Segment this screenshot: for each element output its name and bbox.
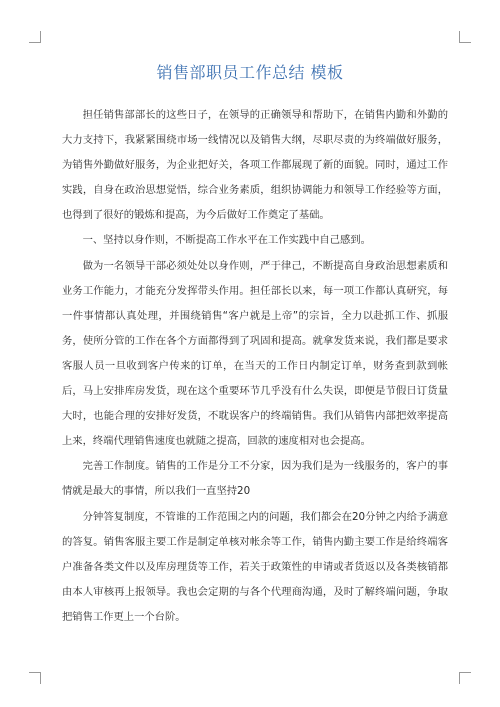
crop-mark-bottom-right [459, 672, 471, 684]
document-body [62, 103, 448, 630]
section-heading-1: 一、坚持以身作则，不断提高工作水平在工作实践中自己感到。 [82, 234, 371, 247]
crop-mark-bottom-left [29, 672, 41, 684]
paragraph-intro: 担任销售部部长的这些日子，在领导的正确领导和帮助下，在销售内勤和外勤的大力支持下，我紧紧围绕市场一线情况以及销售大纲，尽职尽责的为终端做好服务，为销售外勤做好服务，为企业把好关，各项工作都展现了新的面貌。同时，通过工作实践，自身在政治思想觉悟，综合业务素质，组织协调能力和领导工作经验等方面，也得到了很好的锻炼和提高，为今后做好工作奠定了基础。 [62, 109, 448, 222]
document-title: 销售部职员工作总结 模板 [156, 63, 344, 82]
paragraph-work-system: 完善工作制度。销售的工作是分工不分家，因为我们是为一线服务的，客户的事情就是最大的事情，所以我们一直坚持20 [62, 460, 448, 498]
paragraph-response-policy: 分钟答复制度，不管谁的工作范围之内的问题，我们都会在20分钟之内给予满意的答复。销售客服主要工作是制定单核对帐余等工作，销售内勤主要工作是给终端客户准备各类文件以及库房理货等工作，若关于政策性的申请或者货返以及各类核销都由本人审核再上报领导。我也会定期的与各个代理商沟通，及时了解终端问题，争取把销售工作更上一个台阶。 [62, 510, 448, 623]
crop-mark-top-left [29, 31, 41, 43]
crop-mark-top-right [459, 31, 471, 43]
paragraph-lead-by-example: 做为一名领导干部必须处处以身作则，严于律己，不断提高自身政治思想素质和业务工作能力，才能充分发挥带头作用。担任部长以来，每一项工作都认真研究，每一件事情都认真处理，并围绕销售“客户就是上帝”的宗旨，全力以赴抓工作、抓服务，使所分管的工作在各个方面都得到了巩固和提高。就拿发货来说，我们都是要求客服人员一旦收到客户传来的订单，在当天的工作日内制定订单，财务查到款到帐后，马上安排库房发货，现在这个重要环节几乎没有什么失误，即便是节假日订货量大时，也能合理的安排好发货，不耽误客户的终端销售。我们从销售内部把效率提高上来，终端代理销售速度也就随之提高，回款的速度相对也会提高。 [62, 259, 448, 448]
